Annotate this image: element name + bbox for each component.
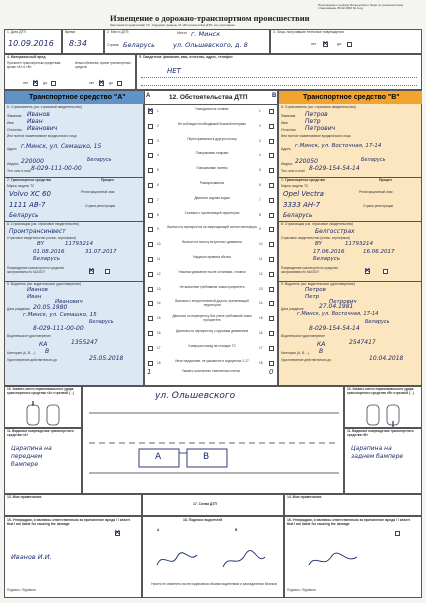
circumstances-panel: 12. Обстоятельства ДТП A B 1 Находился на стоянке 1 ✕ 2 Не соблюдал необходимый боковой интервал 2 3 Перестраивался в другую полосу 3 4 Поворачивал направо 4 5 Поворачивал налево 5 6 Разворачивался 6 7 Двигался задним ходом 7 8 Съезжал с прилегающей территории 8 9 Выехал на перекресток на запрещающий сигнал светофора 9 10 Выехал на полосу встречного движения 10 11 Нарушил правила обгона 11 12 Начинал движение после остановки, стоянки 12 13 Не выполнил требование знака приоритета 13 14 Выезжал с второстепенной дороги, прилегающей территории 14 15 Двигался по перекрестку без учета требований знака приоритета 15 16 Двигался по перекрестку с круговым движением 16 17 Совершил наезд на стоящее ТС 17 18 Иное нарушение, не указанное в подпунктах 1-17 18 Указать количество отмеченных клеток 1 0 — [144, 90, 278, 386]
accident-city[interactable]: г. Минск — [191, 30, 221, 38]
b-damage-description[interactable]: Царапина на заднем бампере — [351, 445, 404, 460]
a-car-outline-icon — [25, 401, 65, 427]
vehicle-b-panel: Транспортное средство "В" 6. Страхователь (см. страховое свидетельство) Фамилия Петров Имя Петр Отчество Петрович Или полное наименование юридического лица Адрес г.Минск, ул. Восточная, 17-14 Индекс 220050 Беларусь Тел. или e-mail 8-029-154-54-14 7. Транспортное средство Прицеп Марка, модель ТС Opel Vectra Регистрационный знак 3333 AH-7 Страна регистрации Беларусь 8. Страховщик (см. страховое свидетельство) Белгосстрах Страховое свидетельство (полис, сертификат) BY 11793214 17.06.2016 16.06.2017 Беларусь Повреждения транспортного средства застрахованы по КАСКО? ✕ 9. Водитель (см. водительское удостоверение) Петров Петр Петрович Дата рождения 27.04.1981 г.Минск, ул. Восточная, 17-14 Беларусь 8-029-154-54-14 Водительское удостоверение КА 2547417 Категория (A, B, ...) B Удостоверение действительно до 10.04.2018 — [278, 90, 422, 386]
a-driver-phone[interactable]: 8-029-111-00-00 — [33, 325, 84, 332]
circumstance-a-checkbox[interactable] — [148, 361, 153, 366]
circumstance-number-b: 5 — [259, 168, 261, 173]
a-insured-address[interactable]: г.Минск, ул. Семашко, 15 — [21, 143, 102, 150]
scheme-car-a: A — [155, 452, 162, 462]
circumstance-b-checkbox[interactable] — [269, 361, 274, 366]
circumstance-a-checkbox[interactable] — [148, 242, 153, 247]
accident-scheme — [82, 386, 344, 494]
a-insured-index[interactable]: 220000 — [21, 158, 44, 165]
circumstance-label: Не выполнил требование знака приоритета — [179, 284, 245, 289]
circumstance-row — [145, 224, 278, 239]
b-driver-country[interactable]: Беларусь — [365, 319, 390, 325]
circumstance-a-checkbox[interactable] — [148, 153, 153, 158]
a-insurer[interactable]: Промтрансинвест — [9, 228, 66, 235]
circumstance-number-b: 7 — [259, 197, 261, 202]
b-license-series[interactable]: КА — [317, 341, 326, 348]
scheme-street-label: ул. Ольшевского — [155, 391, 236, 401]
a-kasko-yes-checkbox[interactable] — [105, 269, 110, 274]
check-mark-icon: ✕ — [88, 266, 95, 275]
b-vehicle-country[interactable]: Беларусь — [283, 212, 313, 219]
b-insured-address[interactable]: г.Минск, ул. Восточная, 17-14 — [295, 143, 382, 149]
b-kasko-yes-checkbox[interactable] — [383, 269, 388, 274]
circumstance-b-checkbox[interactable] — [269, 227, 274, 232]
circumstance-b-checkbox[interactable] — [269, 183, 274, 188]
circumstance-b-checkbox[interactable] — [269, 331, 274, 336]
accident-time[interactable]: 8:34 — [69, 39, 87, 48]
check-mark-icon: ✕ — [364, 266, 371, 275]
circumstance-number-a: 4 — [157, 153, 159, 158]
a-vehicle-reg[interactable]: 1111 AB-7 — [9, 201, 46, 209]
circumstance-number-a: 12 — [157, 271, 161, 276]
witnesses-box: 5. Свидетели: фамилия, имя, отчество, адрес, телефон НЕТ — [136, 54, 422, 90]
scheme-car-b: B — [203, 452, 210, 462]
circumstance-b-checkbox[interactable] — [269, 124, 274, 129]
a-policy-from[interactable]: 01.08.2016 — [33, 249, 65, 255]
circumstance-b-checkbox[interactable] — [269, 242, 274, 247]
b-policy-series[interactable]: BY — [315, 241, 323, 247]
circumstance-row — [145, 343, 278, 358]
circumstance-number-a: 11 — [157, 257, 161, 261]
check-mark-icon: ✕ — [32, 78, 39, 87]
circumstance-a-checkbox[interactable] — [148, 301, 153, 306]
circumstance-number-b: 2 — [259, 123, 261, 128]
date-box: 1. Дата ДТП 10.09.2016 — [4, 29, 62, 54]
circumstance-b-checkbox[interactable] — [269, 109, 274, 114]
col-b-label: B — [272, 93, 277, 99]
b-insured-surname[interactable]: Петров — [305, 111, 328, 118]
a-liability-box: 15. Утверждаю, я являюсь ответственным за причинение вреда / I assert that I am liable for causing the damage ✕ Иванов И.И. Подпись / Signature — [4, 516, 142, 598]
circumstance-number-a: 10 — [157, 242, 161, 247]
signatures-box: 18. Подписи водителей A B Ничего не изменять после подписания обоими водителями и разъединения бланков — [142, 516, 284, 598]
circumstance-b-checkbox[interactable] — [269, 346, 274, 351]
a-driver-patronymic[interactable]: Иванович — [55, 299, 83, 305]
a-insured-surname[interactable]: Иванов — [27, 111, 50, 118]
circumstance-number-a: 1 — [157, 109, 159, 113]
material-damage-box: 4. Материальный вред Причинен транспортным средствам, кроме «A» и «B» Иным объектам, кроме транспортных средств нет ✕ да нет ✕ да — [4, 54, 136, 90]
circumstance-number-b: 8 — [259, 212, 261, 217]
a-policy-series[interactable]: BY — [37, 241, 45, 247]
circumstance-label: Двигался по перекрестку с круговым движением — [176, 329, 248, 333]
circumstance-label: Совершил наезд на стоящее ТС — [188, 343, 236, 348]
a-license-valid[interactable]: 25.05.2018 — [89, 355, 124, 362]
scheme-drawing[interactable] — [83, 387, 343, 493]
circumstance-a-checkbox[interactable] — [148, 287, 153, 292]
a-license-series[interactable]: КА — [39, 341, 48, 348]
a-notes-box: 13. Мои примечания: — [4, 494, 142, 516]
vehicle-b-title: Транспортное средство "В" — [303, 94, 400, 101]
a-insured-country[interactable]: Беларусь — [87, 157, 112, 163]
circumstance-b-checkbox[interactable] — [269, 316, 274, 321]
circumstance-a-checkbox[interactable] — [148, 257, 153, 262]
a-license-category[interactable]: B — [45, 348, 50, 355]
witnesses-value[interactable]: НЕТ — [167, 67, 181, 75]
b-license-number[interactable]: 2547417 — [349, 339, 376, 346]
place-box: 2. Место ДТП: Место г. Минск Страна Беларусь ул. Ольшевского, д. 8 — [104, 29, 270, 54]
count-a[interactable]: 1 — [147, 368, 152, 376]
count-b[interactable]: 0 — [269, 368, 274, 376]
damage-vehicles-yes-checkbox[interactable] — [51, 81, 56, 86]
b-license-valid[interactable]: 10.04.2018 — [369, 355, 404, 362]
circumstance-label: Не соблюдал необходимый боковой интервал — [177, 121, 247, 126]
circumstance-number-b: 17 — [259, 345, 263, 350]
circumstance-a-checkbox[interactable] — [148, 183, 153, 188]
circumstance-b-checkbox[interactable] — [269, 153, 274, 158]
a-insured-patronymic[interactable]: Иванович — [27, 125, 58, 132]
circumstance-a-checkbox[interactable] — [148, 346, 153, 351]
a-damage-box: 11. Видимые повреждения транспортного средства «А» Царапина на переднем бампере — [4, 428, 82, 494]
circumstance-number-a: 3 — [157, 138, 159, 143]
circumstance-row — [145, 239, 278, 254]
circumstance-label: Съезжал с прилегающей территории — [184, 210, 240, 215]
check-mark-icon: ✕ — [147, 106, 154, 115]
b-policy-from[interactable]: 17.06.2016 — [313, 249, 345, 255]
circumstance-number-b: 12 — [259, 271, 263, 276]
a-damage-description[interactable]: Царапина на переднем бампере — [11, 445, 52, 468]
b-insured-name[interactable]: Петр — [305, 118, 321, 125]
circumstance-a-checkbox[interactable] — [148, 331, 153, 336]
time-box: Время 8:34 — [62, 29, 104, 54]
circumstance-b-checkbox[interactable] — [269, 213, 274, 218]
circumstance-number-b: 13 — [259, 286, 263, 291]
circumstance-a-checkbox[interactable] — [148, 272, 153, 277]
a-insured-name[interactable]: Иван — [27, 118, 43, 125]
circumstance-number-b: 11 — [259, 257, 263, 261]
circumstance-row — [145, 328, 278, 343]
circumstance-a-checkbox[interactable] — [148, 316, 153, 321]
circumstance-number-b: 15 — [259, 316, 263, 321]
circumstance-row — [145, 254, 278, 269]
injured-yes-checkbox[interactable] — [347, 42, 352, 47]
circumstance-number-b: 4 — [259, 153, 261, 158]
circumstance-number-b: 1 — [259, 109, 261, 113]
circumstance-number-a: 9 — [157, 227, 159, 232]
b-notes-box: 14. Мои примечания: — [284, 494, 422, 516]
form-title: Извещение о дорожно-транспортном происшествии — [110, 13, 310, 23]
circumstance-a-checkbox[interactable] — [148, 198, 153, 203]
circumstance-row — [145, 150, 278, 165]
circumstance-b-checkbox[interactable] — [269, 287, 274, 292]
circumstance-label: Находился на стоянке — [195, 107, 229, 111]
circumstance-number-b: 3 — [259, 138, 261, 143]
circumstance-number-a: 14 — [157, 301, 161, 306]
circumstance-number-a: 7 — [157, 197, 159, 202]
vehicle-a-panel: Транспортное средство "А" 6. Страхователь (см. страховой свидетельство) Фамилия Иванов Имя Иван Отчество Иванович Или полное наименование юридического лица Адрес г.Минск, ул. Семашко, 15 Индекс 220000 Беларусь Тел. или e-mail 8-029-111-00-00 7. Транспортное средство Прицеп Марка, модель ТС Volvo XC 60 Регистрационный знак 1111 AB-7 Страна регистрации Беларусь 8. Страховщик (см. страховое свидетельство) Промтрансинвест Страховое свидетельство (полис, сертификат) BY 11793214 01.08.2016 31.07.2017 Беларусь Повреждения транспортного средства застрахованы по КАСКО? ✕ 9. Водитель (см. водительское удостоверение) Иванов Иван Иванович Дата рождения 20.05.1980 г.Минск, ул. Семашко, 15 Беларусь 8-029-111-00-00 Водительское удостоверение КА 1355247 Категория (A, B, ...) B Удостоверение действительно до 25.05.2018 — [4, 90, 144, 386]
a-driver-dob[interactable]: 20.05.1980 — [33, 304, 68, 311]
circumstance-row — [145, 121, 278, 136]
circumstance-number-a: 15 — [157, 316, 161, 321]
b-insured-patronymic[interactable]: Петрович — [305, 125, 336, 132]
vehicle-a-title: Транспортное средство "А" — [29, 94, 126, 101]
a-policy-number[interactable]: 11793214 — [65, 241, 93, 247]
circumstance-number-b: 14 — [259, 301, 263, 306]
circumstance-label: Двигался по перекрестку без учета требований знака приоритета — [172, 314, 252, 322]
circumstance-row — [145, 210, 278, 225]
circumstance-label: Выехал на перекресток на запрещающий сигнал светофора — [167, 225, 257, 230]
circumstance-b-checkbox[interactable] — [269, 139, 274, 144]
circumstance-label: Поворачивал налево — [196, 166, 228, 171]
b-driver-patronymic[interactable]: Петрович — [329, 299, 357, 305]
circumstance-a-checkbox[interactable] — [148, 168, 153, 173]
b-driver-dob[interactable]: 27.04.1981 — [319, 303, 354, 310]
b-insured-index[interactable]: 220050 — [295, 158, 318, 165]
b-driver-phone[interactable]: 8-029-154-54-14 — [309, 325, 360, 332]
circumstance-number-a: 2 — [157, 123, 159, 128]
b-liability-box: 16. Утверждаю, я являюсь ответственным за причинение вреда / I assert that I am liable for causing the damage Подпись / Signature — [284, 516, 422, 598]
b-policy-to[interactable]: 16.06.2017 — [363, 249, 395, 255]
circumstance-number-b: 16 — [259, 331, 263, 335]
circumstance-number-b: 6 — [259, 183, 261, 187]
circumstance-label: Иное нарушение, не указанное в подпунктах 1-17 — [175, 358, 249, 363]
circumstance-row — [145, 284, 278, 299]
b-policy-number[interactable]: 11793214 — [345, 241, 373, 247]
a-driver-country[interactable]: Беларусь — [89, 319, 114, 325]
a-policy-country[interactable]: Беларусь — [33, 256, 61, 262]
a-driver-surname[interactable]: Иванов — [27, 287, 48, 293]
circumstance-b-checkbox[interactable] — [269, 198, 274, 203]
a-vehicle-country[interactable]: Беларусь — [9, 212, 39, 219]
b-policy-country[interactable]: Беларусь — [313, 256, 341, 262]
a-insured-phone[interactable]: 8-029-111-00-00 — [31, 165, 82, 172]
a-signature-name[interactable]: Иванов И.И. — [11, 553, 52, 561]
circumstance-label: Выехал на полосу встречного движения — [182, 240, 242, 245]
circumstance-label: Выезжал с второстепенной дороги, прилегающей территории — [175, 299, 249, 307]
circumstance-a-checkbox[interactable] — [148, 139, 153, 144]
circumstance-number-a: 13 — [157, 286, 161, 291]
b-driver-address[interactable]: г.Минск, ул. Восточная, 17-14 — [297, 311, 379, 317]
b-car-outline-icon — [365, 401, 405, 427]
circumstance-label: Разворачивался — [199, 181, 225, 185]
circumstance-row — [145, 269, 278, 284]
driver-signatures[interactable] — [153, 545, 273, 575]
circumstance-label: Начинал движение после остановки, стоянки — [178, 269, 246, 274]
a-policy-to[interactable]: 31.07.2017 — [85, 249, 117, 255]
circumstance-row — [145, 165, 278, 180]
circumstance-number-b: 9 — [259, 227, 261, 232]
damage-objects-yes-checkbox[interactable] — [117, 81, 122, 86]
circumstance-row — [145, 106, 278, 121]
accident-date[interactable]: 10.09.2016 — [8, 39, 54, 48]
circumstance-row — [145, 136, 278, 151]
check-mark-icon: ✕ — [114, 528, 121, 537]
circumstance-label: Двигался задним ходом — [194, 195, 230, 200]
b-license-category[interactable]: B — [319, 348, 324, 355]
b-impact-box: 10. Указать место первоначального удара транспортного средства «В» стрелкой (→) — [344, 386, 422, 428]
form-note: Приложение к приказу Белорусского бюро по транспортному страхованию 25.02.2016 № 4-од — [318, 3, 404, 11]
circumstance-number-a: 16 — [157, 331, 161, 335]
circumstance-row — [145, 195, 278, 210]
a-license-number[interactable]: 1355247 — [71, 339, 98, 346]
a-driver-address[interactable]: г.Минск, ул. Семашко, 15 — [23, 312, 97, 318]
b-driver-name[interactable]: Петр — [305, 294, 320, 300]
b-insured-phone[interactable]: 8-029-154-54-14 — [309, 165, 360, 172]
b-damage-box: 11. Видимые повреждения транспортного средства «В» Царапина на заднем бампере — [344, 428, 422, 494]
circumstance-b-checkbox[interactable] — [269, 257, 274, 262]
circumstance-number-a: 6 — [157, 183, 159, 187]
circumstances-title: 12. Обстоятельства ДТП — [169, 94, 248, 101]
check-mark-icon: ✕ — [98, 78, 105, 87]
a-vehicle-brand[interactable]: Volvo XC 60 — [9, 190, 51, 198]
b-vehicle-brand[interactable]: Opel Vectra — [283, 190, 324, 198]
circumstance-b-checkbox[interactable] — [269, 272, 274, 277]
circumstance-label: Поворачивал направо — [195, 151, 229, 156]
circumstance-row — [145, 298, 278, 313]
a-impact-box: 10. Указать место первоначального удара транспортного средства «А» стрелкой (→) — [4, 386, 82, 428]
circumstance-row — [145, 313, 278, 328]
circumstance-number-a: 5 — [157, 168, 159, 173]
circumstance-row — [145, 180, 278, 195]
check-mark-icon: ✕ — [322, 39, 329, 48]
b-insurer[interactable]: Белгосстрах — [315, 228, 355, 235]
circumstance-label: Перестраивался в другую полосу — [187, 136, 237, 141]
col-a-label: A — [146, 93, 151, 99]
circumstance-b-checkbox[interactable] — [269, 168, 274, 173]
b-liability-checkbox[interactable] — [395, 531, 400, 536]
circumstance-number-a: 18 — [157, 360, 161, 365]
b-vehicle-reg[interactable]: 3333 AH-7 — [283, 201, 321, 209]
b-driver-surname[interactable]: Петров — [305, 287, 326, 293]
circumstance-label: Нарушил правила обгона — [193, 255, 231, 259]
accident-street[interactable]: ул. Ольшевского, д. 8 — [173, 41, 248, 49]
form-subtitle: Заполняется водителями ТС. Содержит данные об обстоятельствах ДТП, его участниках. — [110, 23, 236, 27]
circumstance-number-a: 8 — [157, 212, 159, 217]
scheme-label-box: 17. Схема ДТП — [142, 494, 284, 516]
a-driver-name[interactable]: Иван — [27, 294, 42, 300]
b-signature[interactable] — [305, 551, 365, 571]
circumstance-number-b: 10 — [259, 242, 263, 247]
circumstance-number-a: 17 — [157, 345, 161, 350]
circumstance-a-checkbox[interactable] — [148, 124, 153, 129]
circumstance-b-checkbox[interactable] — [269, 301, 274, 306]
circumstance-number-b: 18 — [259, 360, 263, 365]
circumstance-a-checkbox[interactable] — [148, 227, 153, 232]
circumstance-a-checkbox[interactable] — [148, 213, 153, 218]
injured-box: 3. Лица, получившие телесные повреждения нет ✕ да — [270, 29, 422, 54]
accident-country[interactable]: Беларусь — [123, 41, 155, 49]
b-insured-country[interactable]: Беларусь — [361, 157, 386, 163]
